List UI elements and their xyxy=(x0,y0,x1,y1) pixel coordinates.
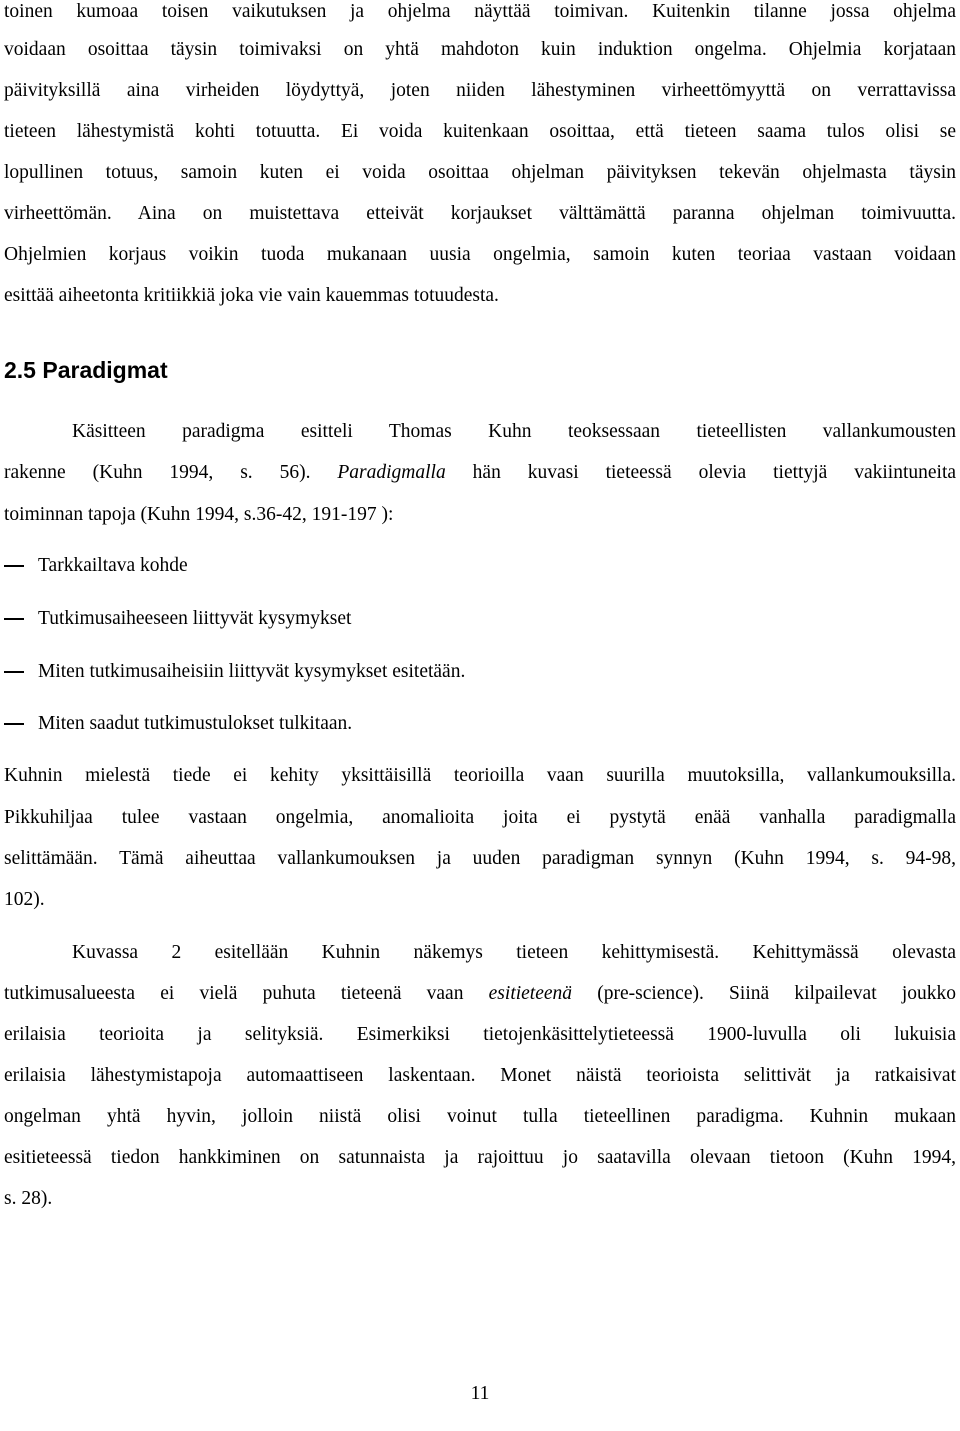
paragraph-line: Pikkuhiljaa tulee vastaan ongelmia, anomalioita joita ei pystytä enää vanhalla paradigmalla xyxy=(4,807,956,828)
paragraph-line: Ohjelmien korjaus voikin tuoda mukanaan uusia ongelmia, samoin kuten teoriaa vastaan voidaan xyxy=(4,244,956,265)
list-item-label: Miten saadut tutkimustulokset tulkitaan. xyxy=(38,713,353,734)
paragraph-line: tieteen lähestymistä kohti totuutta. Ei voida kuitenkaan osoittaa, että tieteen saama tulos olisi se xyxy=(4,121,956,142)
list-item-label: Tarkkailtava kohde xyxy=(38,555,188,576)
italic-term: esitieteenä xyxy=(488,983,573,1004)
dash-bullet-icon xyxy=(4,723,24,725)
paragraph-line: Kuhnin mielestä tiede ei kehity yksittäisillä teorioilla vaan suurilla muutoksilla, vallankumouksilla. xyxy=(4,765,956,786)
text-run: rakenne (Kuhn 1994, s. 56). xyxy=(4,462,311,483)
paragraph-line: esittää aiheetonta kritiikkiä joka vie vain kauemmas totuudesta. xyxy=(4,285,499,306)
text-run: (pre-science). Siinä kilpailevat joukko xyxy=(597,983,956,1004)
section-heading: 2.5 Paradigmat xyxy=(4,357,168,383)
paragraph-line: toiminnan tapoja (Kuhn 1994, s.36-42, 191-197 ): xyxy=(4,504,394,525)
list-item-label: Tutkimusaiheeseen liittyvät kysymykset xyxy=(38,608,352,629)
text-run: hän kuvasi tieteessä olevia tiettyjä vakiintuneita xyxy=(472,462,957,483)
paragraph-line: erilaisia lähestymistapoja automaattiseen laskentaan. Monet näistä teorioista selittivät ja ratkaisivat xyxy=(4,1065,956,1086)
paragraph-line: ongelman yhtä hyvin, jolloin niistä olisi voinut tulla tieteellinen paradigma. Kuhnin mukaan xyxy=(4,1106,956,1127)
paragraph-line xyxy=(4,461,956,485)
paragraph-line: esitieteessä tiedon hankkiminen on satunnaista ja rajoittuu jo saatavilla olevaan tietoon (Kuhn 1994, xyxy=(4,1147,956,1168)
paragraph-line: selittämään. Tämä aiheuttaa vallankumouksen ja uuden paradigman synnyn (Kuhn 1994, s. 94-98, xyxy=(4,848,956,869)
paragraph-line: päivityksillä aina virheiden löydyttyä, joten niiden lähestyminen virheettömyyttä on verrattavissa xyxy=(4,80,956,101)
paragraph-line: Kuvassa 2 esitellään Kuhnin näkemys tieteen kehittymisestä. Kehittymässä olevasta xyxy=(72,942,956,963)
dash-bullet-icon xyxy=(4,565,24,567)
text-run: tutkimusalueesta ei vielä puhuta tieteenä vaan xyxy=(4,983,464,1004)
paragraph-line: 102). xyxy=(4,889,45,910)
list-item-label: Miten tutkimusaiheisiin liittyvät kysymykset esitetään. xyxy=(38,661,466,682)
paragraph-line: s. 28). xyxy=(4,1188,53,1209)
paragraph-line: voidaan osoittaa täysin toimivaksi on yhtä mahdoton kuin induktion ongelma. Ohjelmia korjataan xyxy=(4,39,956,60)
page-number: 11 xyxy=(470,1383,490,1404)
paragraph-line: Käsitteen paradigma esitteli Thomas Kuhn teoksessaan tieteellisten vallankumousten xyxy=(72,421,956,442)
dash-bullet-icon xyxy=(4,618,24,620)
paragraph-line: virheettömän. Aina on muistettava etteivät korjaukset välttämättä paranna ohjelman toimivuutta. xyxy=(4,203,956,224)
dash-bullet-icon xyxy=(4,671,24,673)
paragraph-line: lopullinen totuus, samoin kuten ei voida osoittaa ohjelman päivityksen tekevän ohjelmasta täysin xyxy=(4,162,956,183)
paragraph-line xyxy=(4,982,956,1006)
italic-term: Paradigmalla xyxy=(337,462,446,483)
paragraph-line: toinen kumoaa toisen vaikutuksen ja ohjelma näyttää toimivan. Kuitenkin tilanne jossa ohjelma xyxy=(4,1,956,22)
paragraph-line: erilaisia teorioita ja selityksiä. Esimerkiksi tietojenkäsittelytieteessä 1900-luvulla oli lukuisia xyxy=(4,1024,956,1045)
